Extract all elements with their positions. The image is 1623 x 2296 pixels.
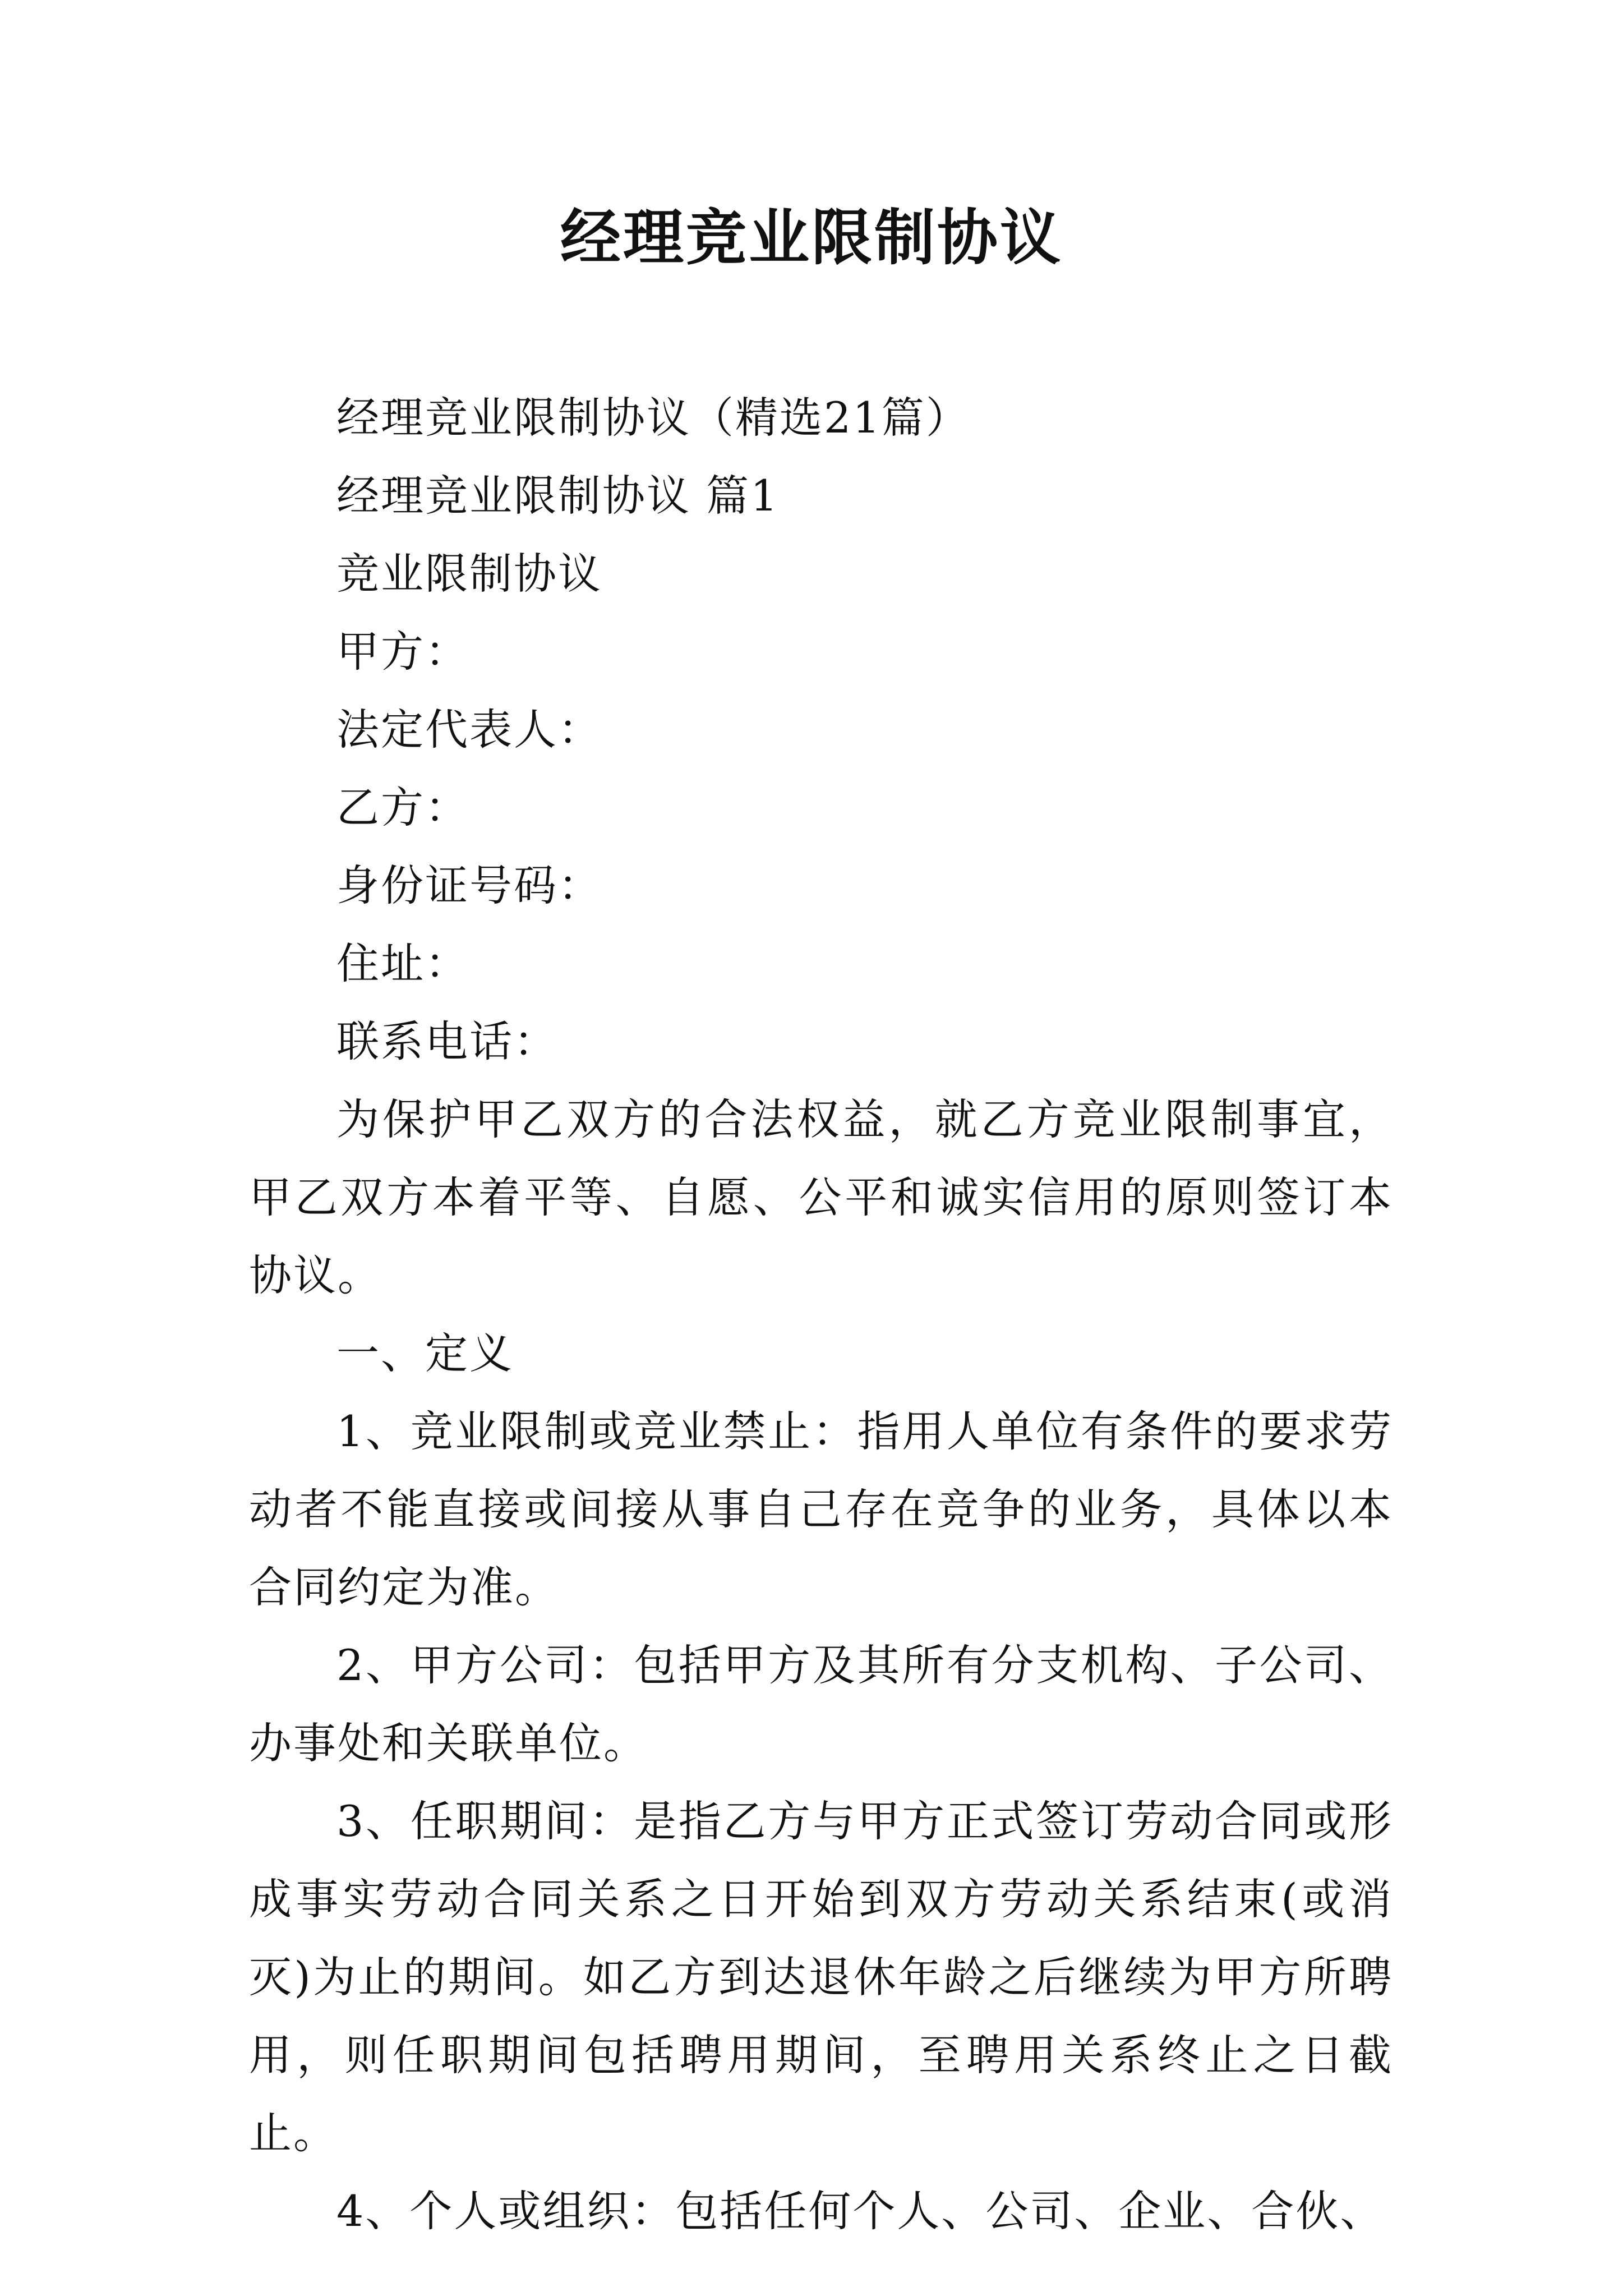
field-phone: 联系电话： bbox=[336, 1016, 558, 1066]
field-party-a: 甲方： bbox=[336, 627, 469, 677]
definition-item-3: 3、任职期间：是指乙方与甲方正式签订劳动合同或形成事实劳动合同关系之日开始到双方劳动关系结束(或消灭)为止的期间。如乙方到达退休年龄之后继续为甲方所聘用，则任职期间包括聘用期间，至聘用关系终止之日截止。 bbox=[249, 1796, 1393, 2158]
definition-item-1: 1、竞业限制或竞业禁止：指用人单位有条件的要求劳动者不能直接或间接从事自己存在竞争的业务，具体以本合同约定为准。 bbox=[249, 1406, 1393, 1612]
field-id-number: 身份证号码： bbox=[336, 861, 602, 910]
document-title: 经理竞业限制协议 bbox=[560, 203, 1063, 273]
document-body bbox=[249, 379, 1393, 2250]
field-legal-representative: 法定代表人： bbox=[336, 705, 602, 754]
definition-item-4: 4、个人或组织：包括任何个人、公司、企业、合伙、 bbox=[336, 2186, 1385, 2236]
field-address: 住址： bbox=[336, 938, 469, 988]
field-party-b: 乙方： bbox=[336, 783, 469, 832]
paragraph-article-heading: 经理竞业限制协议 篇1 bbox=[336, 471, 780, 521]
paragraph-agreement-name: 竞业限制协议 bbox=[336, 549, 602, 599]
section-heading-definitions: 一、定义 bbox=[336, 1328, 514, 1378]
paragraph-preamble: 为保护甲乙双方的合法权益，就乙方竞业限制事宜，甲乙双方本着平等、自愿、公平和诚实信用的原则签订本协议。 bbox=[249, 1094, 1393, 1300]
paragraph-selection-title: 经理竞业限制协议（精选21篇） bbox=[336, 393, 970, 443]
definition-item-2: 2、甲方公司：包括甲方及其所有分支机构、子公司、办事处和关联单位。 bbox=[249, 1640, 1393, 1768]
